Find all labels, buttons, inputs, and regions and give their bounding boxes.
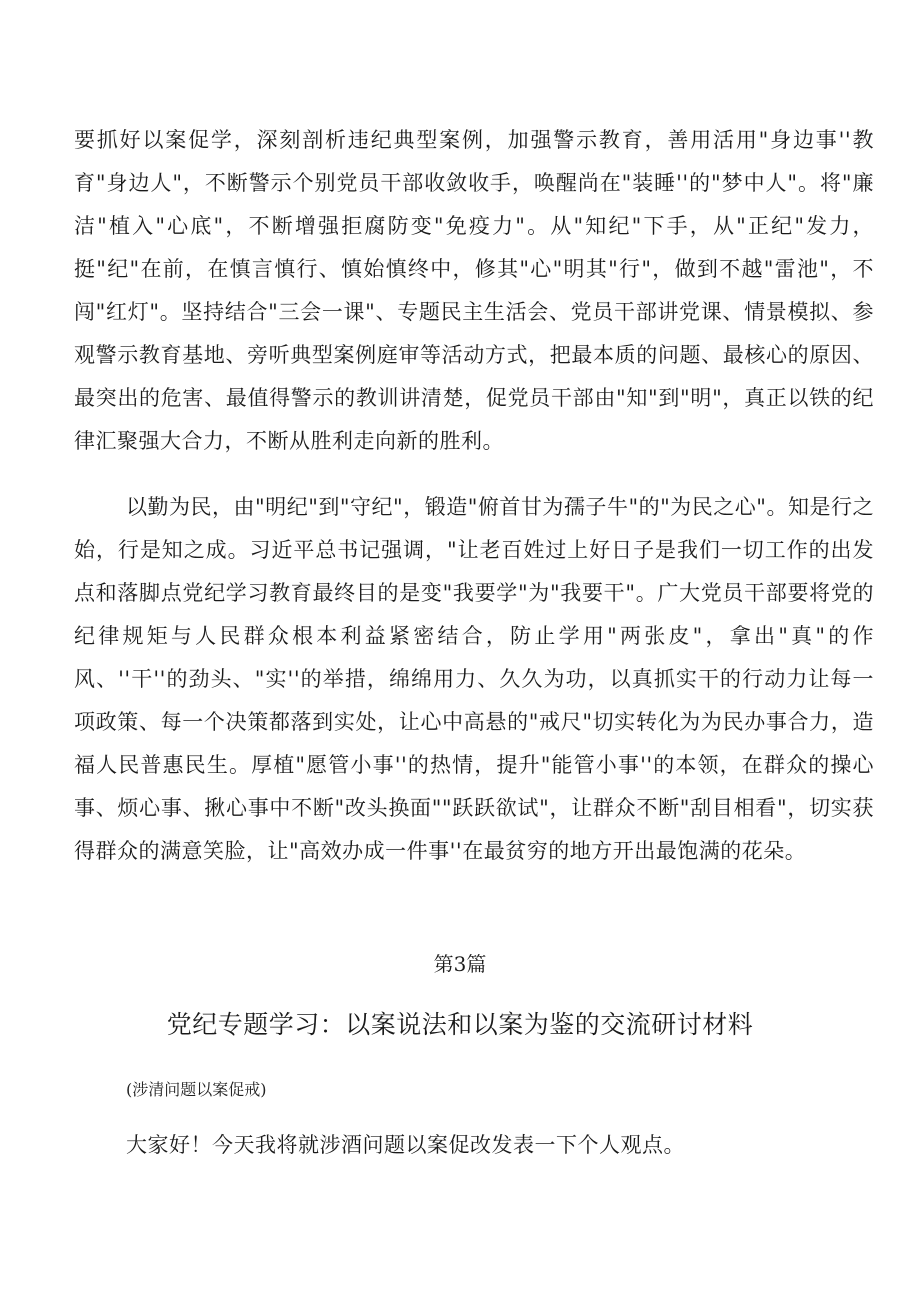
article-subtitle: (涉清问题以案促戒) [126, 1080, 267, 1099]
body-paragraph-1: 要抓好以案促学，深刻剖析违纪典型案例，加强警示教育，善用活用"身边事''教育"身边人"，不断警示个别党员干部收敛收手，唤醒尚在"装睡''的"梦中人"。将"廉洁"植入"心底"，不断增强拒腐防变"免疫力"。从"知纪"下手，从"正纪"发力，挺"纪"在前，在慎言慎行、慎始慎终中，修其"心"明其"行"，做到不越"雷池"，不闯"红灯"。坚持结合"三会一课"、专题民主生活会、党员干部讲党课、情景模拟、参观警示教育基地、旁听典型案例庭审等活动方式，把最本质的问题、最核心的原因、最突出的危害、最值得警示的教训讲清楚，促党员干部由"知"到"明"，真正以铁的纪律汇聚强大合力，不断从胜利走向新的胜利。 [74, 128, 874, 453]
section-number: 第3篇 [433, 952, 487, 976]
greeting-paragraph: 大家好！今天我将就涉酒问题以案促改发表一下个人观点。 [126, 1133, 685, 1157]
body-paragraph-2: 以勤为民，由"明纪"到"守纪"，锻造"俯首甘为孺子牛"的"为民之心"。知是行之始，行是知之成。习近平总书记强调，"让老百姓过上好日子是我们一切工作的出发点和落脚点党纪学习教育最终目的是变"我要学"为"我要干"。广大党员干部要将党的纪律规矩与人民群众根本利益紧密结合，防止学用"两张皮"，拿出"真"的作风、''干''的劲头、"实''的举措，绵绵用力、久久为功，以真抓实干的行动力让每一项政策、每一个决策都落到实处，让心中高悬的"戒尺"切实转化为为民办事合力，造福人民普惠民生。厚植"愿管小事''的热情，提升"能管小事''的本领，在群众的操心事、烦心事、揪心事中不断"改头换面""跃跃欲试"，让群众不断"刮目相看"，切实获得群众的满意笑脸，让"高效办成一件事''在最贫穷的地方开出最饱满的花朵。 [74, 495, 874, 863]
article-title: 党纪专题学习：以案说法和以案为鉴的交流研讨材料 [166, 1010, 754, 1039]
